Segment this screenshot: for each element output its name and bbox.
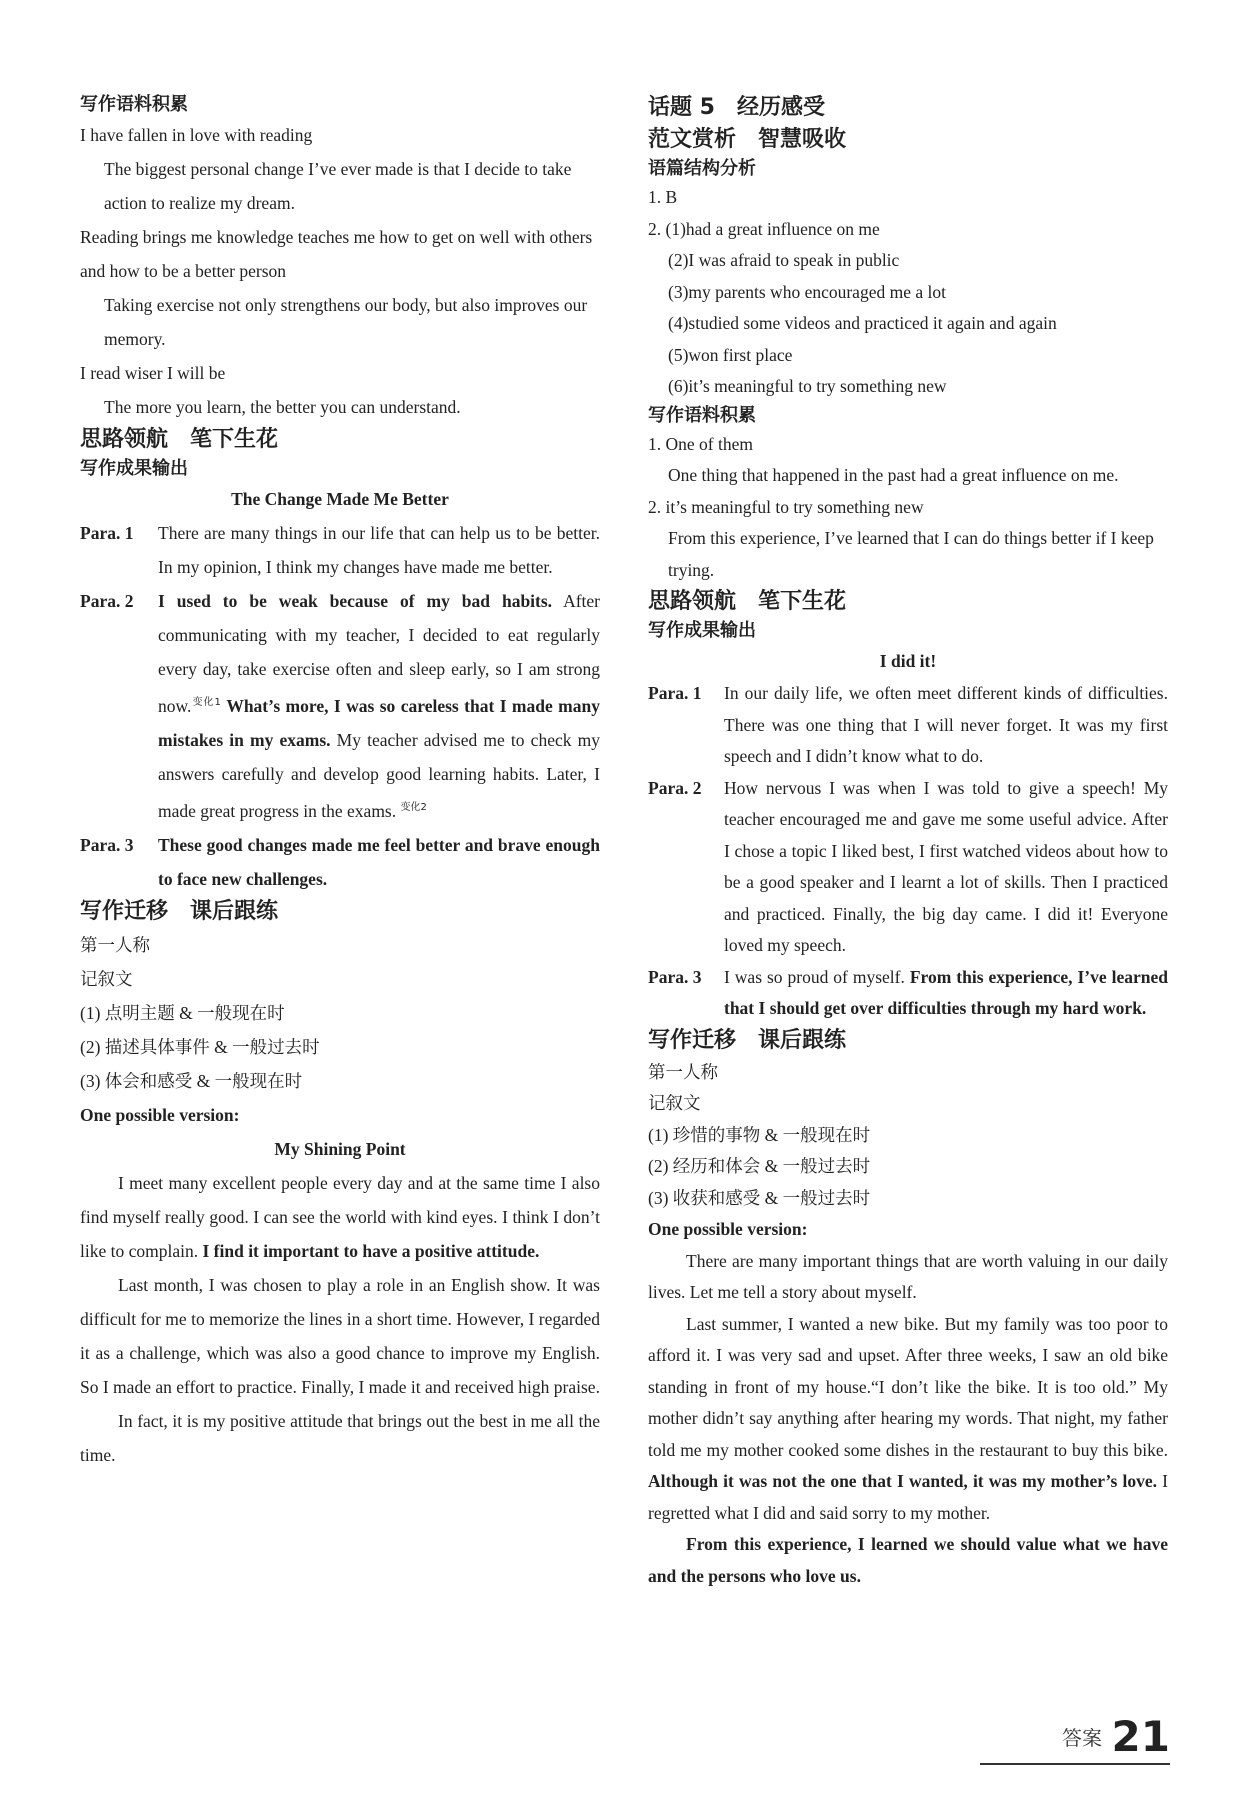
corpus-item-1 [80,118,600,152]
item-text: I have fallen in love with reading [80,125,313,145]
para-label: Para. 2 [648,777,702,798]
para-text: In our daily life, we often meet different kinds of difficulties. There was one thing that I will never forget. It was my first speech and I didn’t know what to do. [724,683,1168,766]
essay-paragraph: In fact, it is my positive attitude that brings out the best in me all the time. [80,1410,600,1465]
plain-text: My teacher advised me to check my answers carefully and develop good learning habits. Later, I made great progress in the exams. [158,729,600,821]
section-subheading: 语篇结构分析 [648,158,756,179]
corpus-item-3: I read wiser I will be [80,363,226,383]
answer-line: (2) 描述具体事件 & 一般过去时 [80,1036,320,1057]
version-label: One possible version: [648,1219,808,1239]
para-label: Para. 1 [80,523,134,543]
answer-line: 1. B [648,187,678,207]
answer-line: (6)it’s meaningful to try something new [668,376,947,396]
answer-line: (2)I was afraid to speak in public [668,250,900,270]
essay-para-1 [648,678,1168,773]
answer-line: (3) 收获和感受 & 一般过去时 [648,1187,871,1208]
essay-paragraph: There are many important things that are worth valuing in our daily lives. Let me tell a story about myself. [648,1250,1168,1302]
answer-line: (4)studied some videos and practiced it again and again [668,313,1057,333]
para-text [724,962,1168,1025]
answer-line: 记叙文 [648,1093,701,1113]
plain-text: I regretted what I did and said sorry to my mother. [648,1471,1168,1523]
bold-sentence: From this experience, I’ve learned that I should get over difficulties through my hard work. [724,966,1168,1018]
bold-sentence: I used to be weak because of my bad habits. [158,591,553,611]
answer-line: (1) 珍惜的事物 & 一般现在时 [648,1124,871,1145]
answer-line: 2. (1)had a great influence on me [648,218,880,239]
para-text: There are many things in our life that can help us to be better. In my opinion, I think my changes have made me better. [158,523,600,577]
answer-line: 记叙文 [80,968,133,989]
essay-para-3 [80,828,600,896]
section-heading: 思路领航 笔下生花 [648,589,847,614]
plain-text: Last summer, I wanted a new bike. But my family was too poor to afford it. I was very sad and upset. After three weeks, I saw an old bike standing in front of my house.“I don’t like the bike. It is too old.” My mother didn’t say anything after hearing my words. That night, my father told me my mother cooked some dishes in the restaurant to buy this bike. [648,1313,1168,1460]
essay-para-2 [80,584,600,828]
para-label: Para. 3 [80,834,134,855]
answer-line: 第一人称 [80,934,150,955]
section-subheading: 写作语料积累 [648,404,756,426]
corpus-item-2-sentence: Taking exercise not only strengthens our body, but also improves our memory. [104,295,588,349]
essay-para-1 [80,516,600,584]
answer-line: 第一人称 [648,1061,718,1082]
variation-mark: 变化1 [191,697,221,708]
answer-line: (3)my parents who encouraged me a lot [668,281,946,302]
corpus-item-2-sentence: From this experience, I’ve learned that I can do things better if I keep trying. [668,528,1154,580]
para-label: Para. 2 [80,591,134,611]
essay-paragraph: Last month, I was chosen to play a role in an English show. It was difficult for me to memorize the lines in a short time. However, I regarded it as a challenge, which was also a good chance to improve my English. So I made an effort to practice. Finally, I made it and received high praise. [80,1274,600,1397]
bold-sentence: What’s more, I was so careless that I made many mistakes in my exams. [158,695,600,750]
section-heading: 写作迁移 课后跟练 [648,1027,847,1053]
section-subheading: 写作成果输出 [648,620,756,641]
right-column [648,92,1168,1592]
corpus-item-1-sentence: One thing that happened in the past had a great influence on me. [668,465,1119,485]
essay-para-3 [648,962,1168,1025]
topic-heading: 话题 5 经历感受 [648,95,825,120]
section-subheading: 写作成果输出 [80,458,188,479]
para-label: Para. 1 [648,683,702,703]
corpus-item-1: 1. One of them [648,433,753,454]
bold-sentence: I find it important to have a positive attitude. [202,1240,540,1261]
variation-mark: 变化2 [400,801,427,813]
page-number: 21 [1111,1712,1170,1761]
plain-text: I meet many excellent people every day and at the same time I also find myself really good. I can see the world with kind eyes. I think I don’t like to complain. [80,1172,600,1261]
answer-line: (1) 点明主题 & 一般现在时 [80,1002,285,1023]
footer-rule [980,1763,1170,1765]
section-heading: 思路领航 笔下生花 [80,427,279,452]
section-heading: 写作语料积累 [80,94,188,115]
section-heading: 范文赏析 智慧吸收 [648,127,847,152]
left-column [80,92,600,1472]
answer-line: (2) 经历和体会 & 一般过去时 [648,1156,871,1176]
para-label: Para. 3 [648,966,702,987]
para-text [158,584,600,828]
answer-line: (3) 体会和感受 & 一般现在时 [80,1070,303,1091]
plain-text: After communicating with my teacher, I decided to eat regularly every day, take exercise often and sleep early, so I am strong now. [158,591,600,716]
essay-paragraph: From this experience, I learned we should value what we have and the persons who love us. [648,1534,1168,1586]
corpus-item-2: 2. it’s meaningful to try something new [648,496,924,517]
essay-para-2 [648,773,1168,962]
answer-line: (5)won first place [668,344,793,365]
version-label: One possible version: [80,1104,240,1125]
plain-text: I was so proud of myself. [724,966,910,987]
para-text: How nervous I was when I was told to give a speech! My teacher encouraged me and gave me some useful advice. After I chose a topic I liked best, I first watched videos about how to be a good speaker and I learnt a lot of skills. Then I practiced and practiced. Finally, the big day came. I did it! Everyone loved my speech. [724,777,1168,955]
essay-title: The Change Made Me Better [231,489,449,509]
corpus-item-3-sentence: The more you learn, the better you can understand. [104,397,461,417]
corpus-item-1-sentence: The biggest personal change I’ve ever made is that I decide to take action to realize my dream. [104,159,572,213]
essay-paragraph [80,1166,600,1268]
para-text: These good changes made me feel better and brave enough to face new challenges. [158,834,600,889]
answer-label: 答案 [1062,1726,1102,1750]
section-heading: 写作迁移 课后跟练 [80,898,279,924]
essay-title: I did it! [879,651,937,671]
essay-paragraph [648,1309,1168,1530]
corpus-item-2: Reading brings me knowledge teaches me how to get on well with others and how to be a better person [80,227,593,281]
bold-sentence: Although it was not the one that I wanted, it was my mother’s love. [648,1471,1158,1491]
essay-title: My Shining Point [274,1138,406,1159]
